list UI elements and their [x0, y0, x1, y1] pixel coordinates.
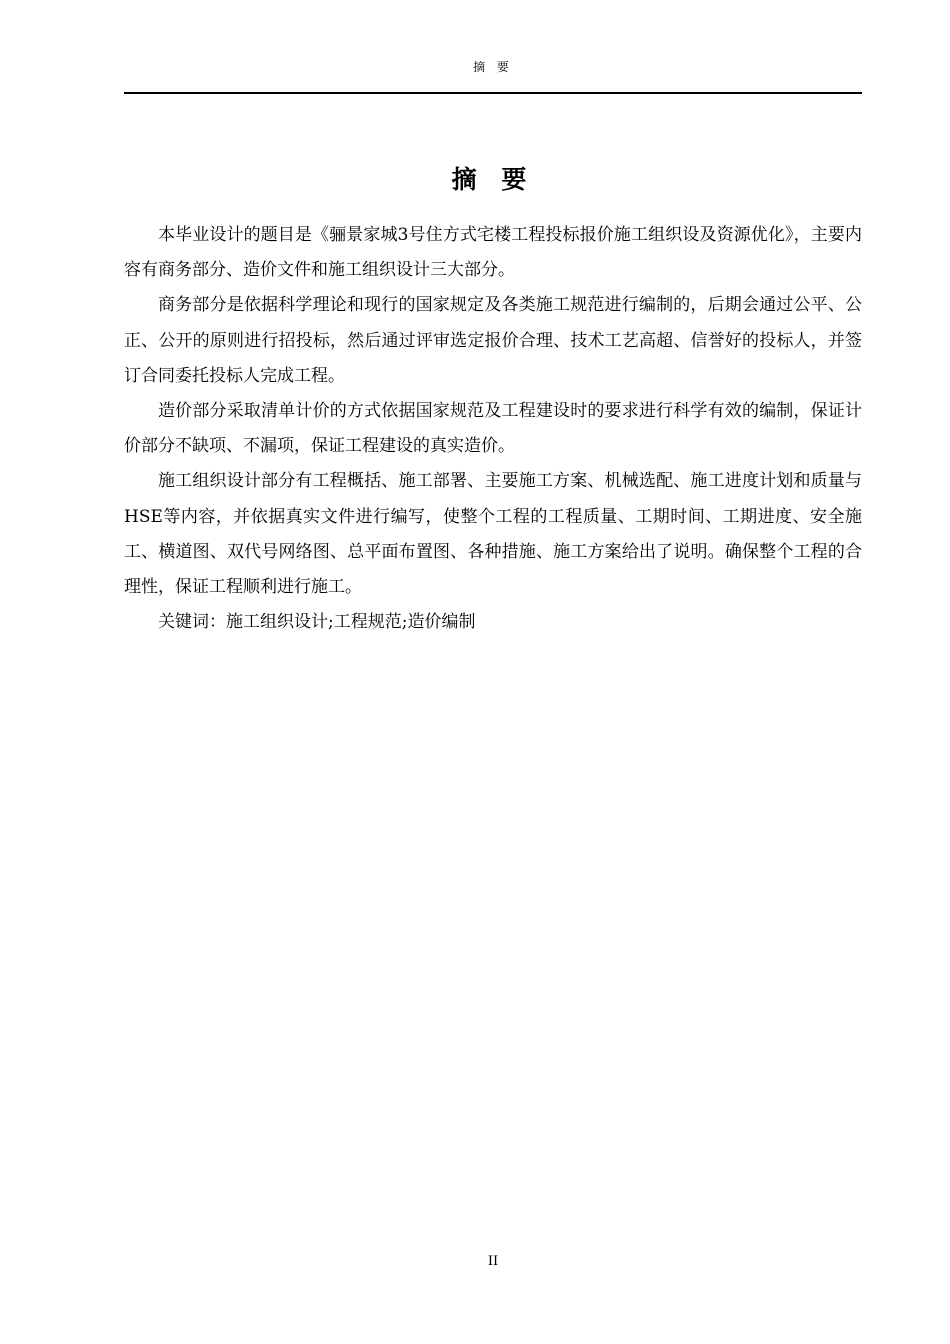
header-rule: [124, 92, 862, 94]
page-title: 摘 要: [451, 165, 535, 194]
keywords-line: [124, 605, 862, 640]
abstract-body: [124, 218, 862, 640]
paragraph-business: 商务部分是依据科学理论和现行的国家规定及各类施工规范进行编制的，后期会通过公平、公正、公开的原则进行招投标，然后通过评审选定报价合理、技术工艺高超、信誉好的投标人，并签订合同委托投标人完成工程。: [124, 295, 862, 386]
paragraph-cost: 造价部分采取清单计价的方式依据国家规范及工程建设时的要求进行科学有效的编制，保证计价部分不缺项、不漏项，保证工程建设的真实造价。: [124, 401, 862, 457]
keywords-label: 关键词：: [158, 612, 226, 633]
running-header: 摘 要: [473, 60, 513, 74]
page-number: II: [487, 1254, 499, 1269]
paragraph-construction-organization: 施工组织设计部分有工程概括、施工部署、主要施工方案、机械选配、施工进度计划和质量与HSE等内容，并依据真实文件进行编写，使整个工程的工程质量、工期时间、工期进度、安全施工、横道图、双代号网络图、总平面布置图、各种措施、施工方案给出了说明。确保整个工程的合理性，保证工程顺利进行施工。: [124, 471, 862, 598]
keywords-value: 施工组织设计;工程规范;造价编制: [226, 612, 476, 633]
paragraph-topic: 本毕业设计的题目是《骊景家城3号住方式宅楼工程投标报价施工组织设及资源优化》，主要内容有商务部分、造价文件和施工组织设计三大部分。: [124, 225, 862, 281]
